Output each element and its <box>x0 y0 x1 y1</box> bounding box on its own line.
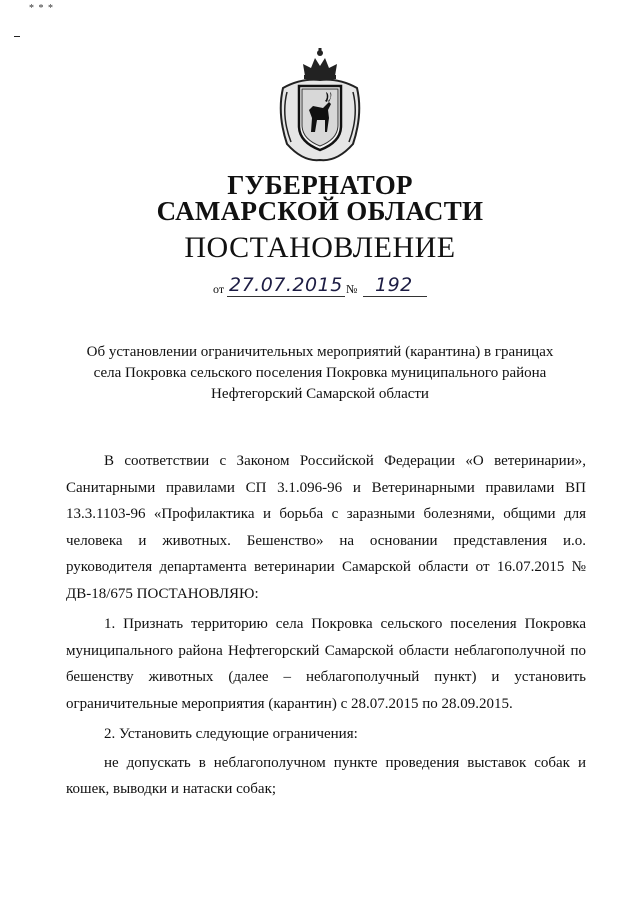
date-label: от <box>213 282 225 296</box>
clause-1-paragraph: 1. Признать территорию села Покровка сельского поселения Покровка муниципального района Нефтегорский Самарской области неблагополучной по бешенству животных (далее – неблагополучный пункт) и установить ограничительные мероприятия (карантин) с 28.07.2015 по 28.09.2015. <box>66 616 586 712</box>
subject-line: села Покровка сельского поселения Покровка муниципального района <box>93 365 547 381</box>
number-label: № <box>346 282 358 296</box>
subject-line: Нефтегорский Самарской области <box>211 386 429 402</box>
date-underline <box>227 296 345 297</box>
corner-mark: * * * <box>29 3 54 14</box>
document-subject <box>70 342 570 405</box>
governor-title: ГУБЕРНАТОР <box>227 170 413 200</box>
clause-2-paragraph: 2. Установить следующие ограничения: <box>104 726 358 742</box>
region-title: САМАРСКОЙ ОБЛАСТИ <box>156 196 484 226</box>
number-underline <box>363 296 427 297</box>
date-handwritten: 27.07.2015 <box>229 274 343 296</box>
corner-tick <box>14 36 20 37</box>
subject-line: Об установлении ограничительных мероприятий (карантина) в границах <box>86 344 554 360</box>
preamble-paragraph: В соответствии с Законом Российской Федерации «О ветеринарии», Санитарными правилами СП 3.1.096-96 и Ветеринарными правилами ВП 13.3.1103-96 «Профилактика и борьба с заразными болезнями, общими для человека и животных. Бешенство» на основании представления и.о. руководителя департамента ветеринарии Самарской области от 16.07.2015 № ДВ-18/675 ПОСТАНОВЛЯЮ: <box>66 453 586 602</box>
document-type: ПОСТАНОВЛЕНИЕ <box>184 231 456 264</box>
samara-coat-of-arms-icon <box>273 44 367 164</box>
restriction-paragraph: не допускать в неблагополучном пункте проведения выставок собак и кошек, выводки и натаски собак; <box>66 754 586 797</box>
document-body <box>66 448 586 803</box>
number-handwritten: 192 <box>375 274 413 296</box>
